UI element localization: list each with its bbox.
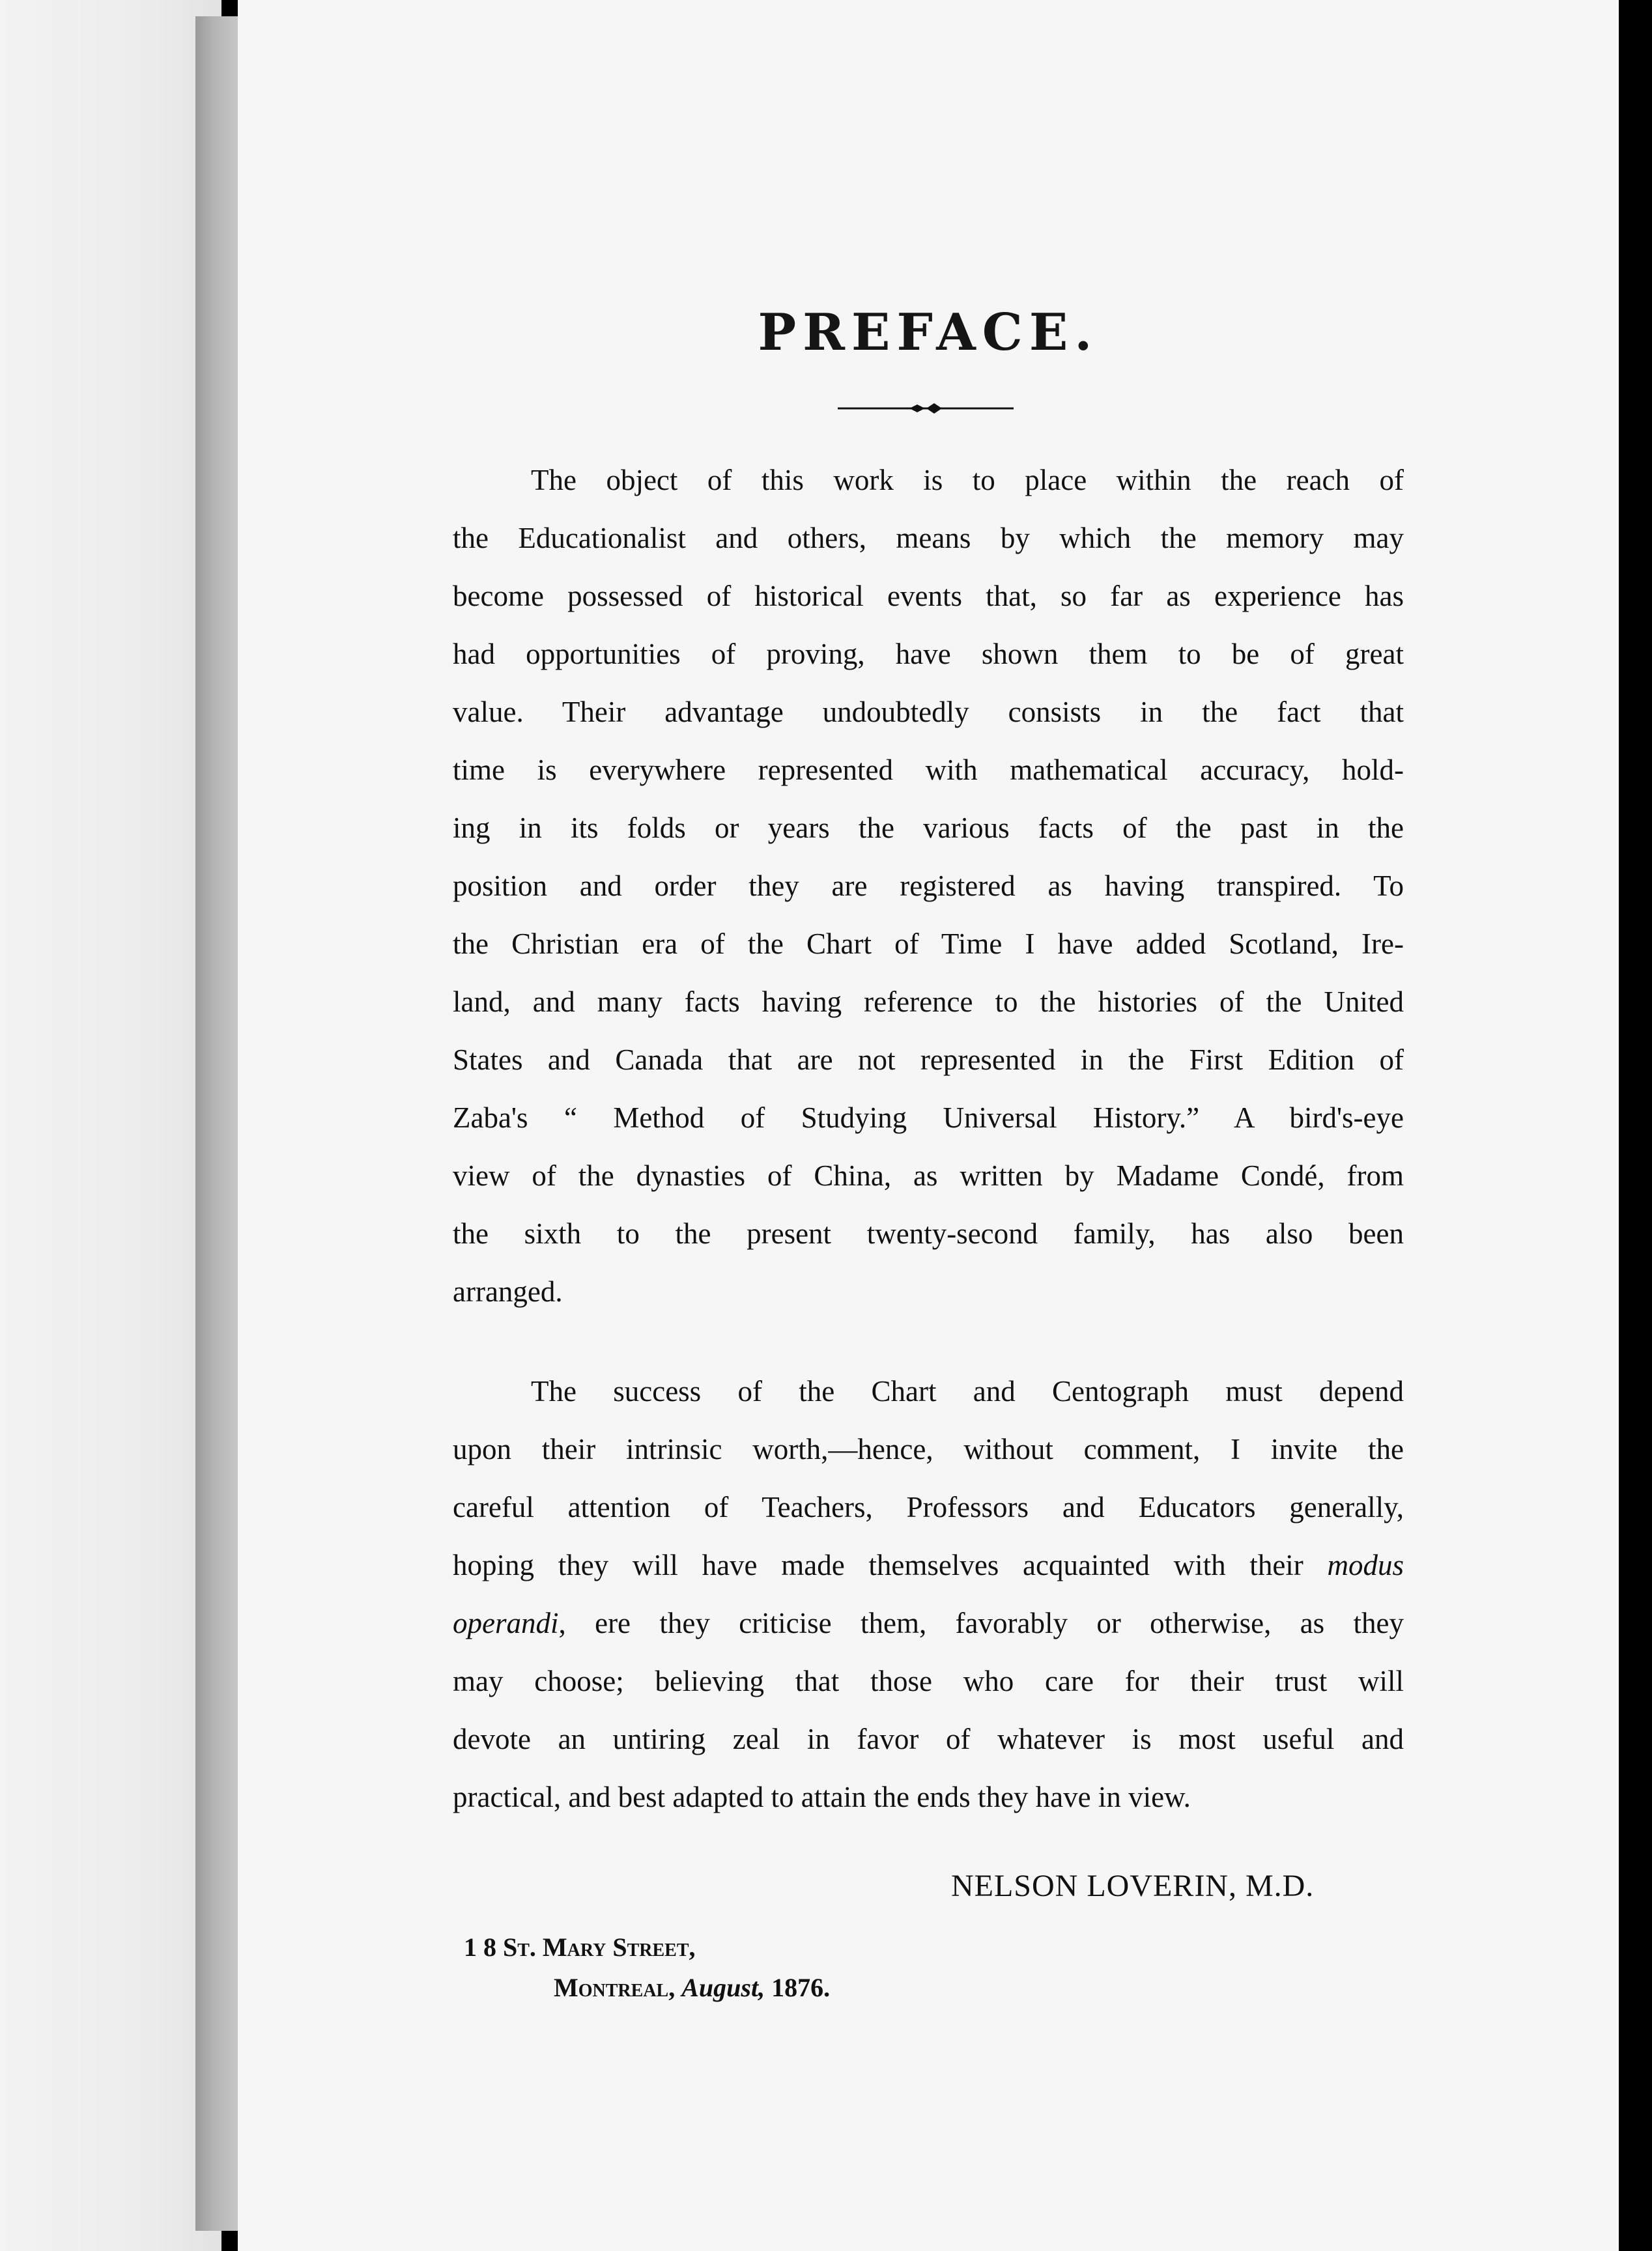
italic-term: operandi (453, 1607, 559, 1639)
text-line: become possessed of historical events that, so far as experience has (453, 580, 1404, 612)
address-street: St. Mary Street, (503, 1932, 696, 1962)
page-title: PREFACE. (758, 303, 1099, 362)
text-line: arranged. (453, 1275, 563, 1308)
text-line: had opportunities of proving, have shown them to be of great (453, 638, 1404, 670)
text-line: States and Canada that are not represented in the First Edition of (453, 1043, 1404, 1076)
italic-term: modus (1327, 1549, 1404, 1581)
text-line: ing in its folds or years the various facts of the past in the (453, 812, 1404, 844)
text-line: the sixth to the present twenty-second family, has also been (453, 1217, 1404, 1250)
text-line: devote an untiring zeal in favor of whatever is most useful and (453, 1723, 1404, 1755)
scan-border-right (1619, 0, 1652, 2251)
text-line: time is everywhere represented with mathematical accuracy, hold- (453, 754, 1404, 786)
address-city-line (554, 1972, 830, 2003)
text-line: careful attention of Teachers, Professors and Educators generally, (453, 1491, 1404, 1523)
preface-paragraph-1 (453, 451, 1404, 1321)
text-fragment: , ere they criticise them, favorably or otherwise, as they (558, 1607, 1404, 1639)
text-line-with-italic (453, 1594, 1404, 1652)
text-line: The object of this work is to place within the reach of (531, 464, 1404, 496)
address-city: Montreal, (554, 1973, 676, 2002)
text-line: The success of the Chart and Centograph must depend (531, 1375, 1404, 1408)
text-line: land, and many facts having reference to the histories of the United (453, 985, 1404, 1018)
left-page-edge (0, 0, 221, 2251)
text-line: the Educationalist and others, means by which the memory may (453, 522, 1404, 554)
text-line-with-italic (453, 1536, 1404, 1594)
text-line: value. Their advantage undoubtedly consists in the fact that (453, 696, 1404, 728)
text-line: the Christian era of the Chart of Time I have added Scotland, Ire- (453, 927, 1404, 960)
text-line: position and order they are registered as having transpired. To (453, 870, 1404, 902)
address-street-line (464, 1932, 696, 1962)
address-month: August, (681, 1973, 765, 2002)
text-line: Zaba's “ Method of Studying Universal History.” A bird's-eye (453, 1101, 1404, 1134)
text-line: practical, and best adapted to attain the ends they have in view. (453, 1781, 1191, 1813)
preface-paragraph-2 (453, 1363, 1404, 1826)
ornament-divider (838, 401, 1014, 416)
book-gutter (195, 16, 241, 2231)
text-fragment: hoping they will have made themselves acquainted with their (453, 1549, 1303, 1581)
address-number: 1 8 (464, 1932, 496, 1962)
address-year: 1876. (771, 1973, 831, 2002)
text-line: upon their intrinsic worth,—hence, without comment, I invite the (453, 1433, 1404, 1465)
author-signature: NELSON LOVERIN, M.D. (951, 1869, 1315, 1903)
text-line: view of the dynasties of China, as written by Madame Condé, from (453, 1159, 1404, 1192)
text-line: may choose; believing that those who care for their trust will (453, 1665, 1404, 1697)
